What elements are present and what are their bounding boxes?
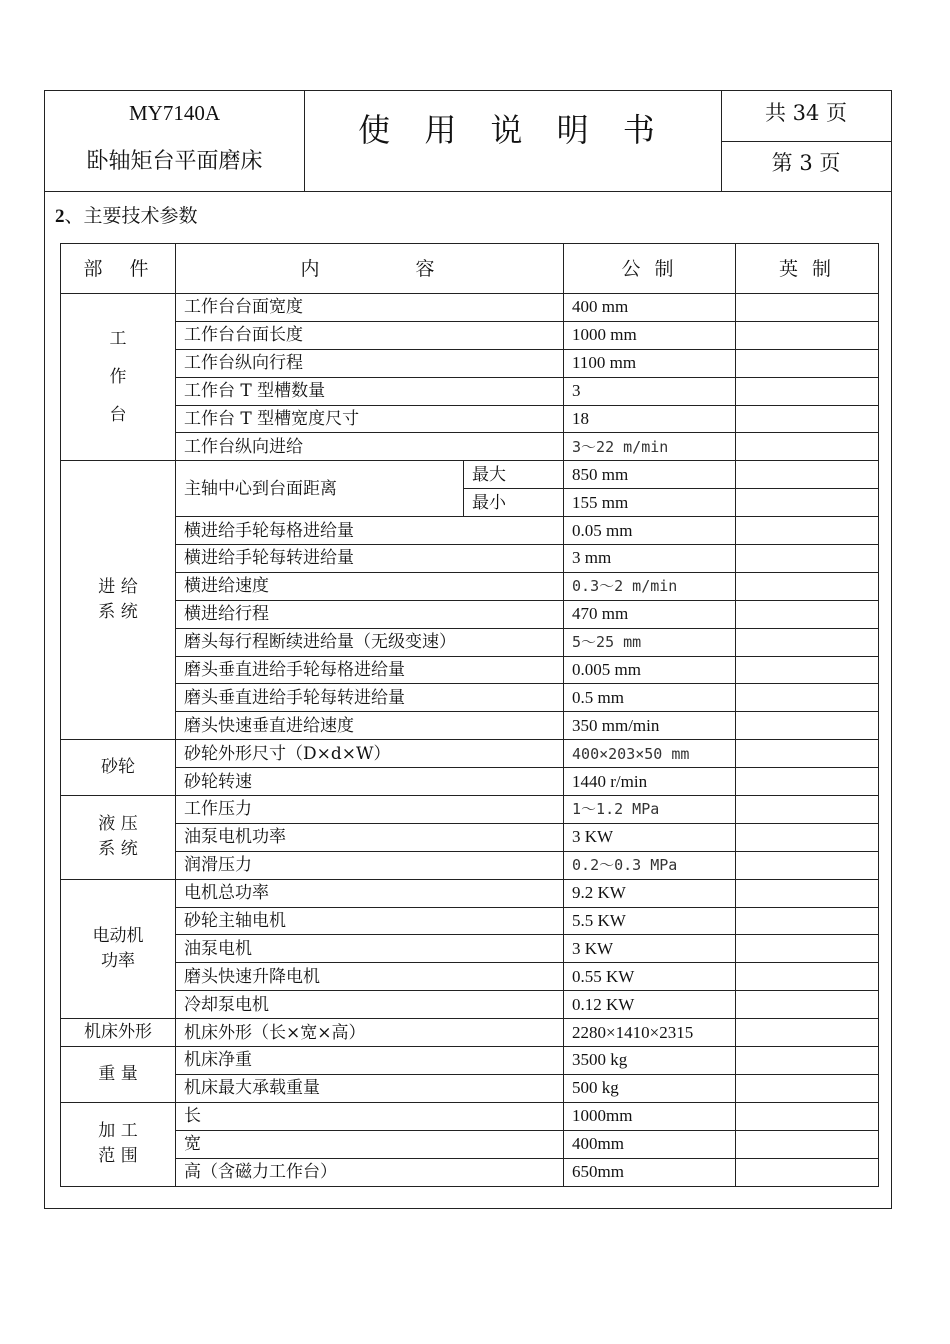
imperial-cell [736, 991, 879, 1019]
metric-value: 1440 r/min [564, 768, 736, 796]
table-row [61, 377, 879, 405]
metric-value: 0.05 mm [564, 517, 736, 545]
content-cell: 主轴中心到台面距离 [176, 461, 464, 517]
sub-label: 最大 [464, 461, 564, 489]
table-row [61, 321, 879, 349]
spec-table [60, 243, 879, 1187]
table-row [61, 600, 879, 628]
table-row [61, 1158, 879, 1186]
content-cell: 宽 [176, 1130, 564, 1158]
content-cell: 工作台 T 型槽宽度尺寸 [176, 405, 564, 433]
metric-value: 1000 mm [564, 321, 736, 349]
content-cell: 工作台台面长度 [176, 321, 564, 349]
model-number: MY7140A [128, 101, 220, 125]
imperial-cell [736, 712, 879, 740]
metric-value: 3 [564, 377, 736, 405]
table-row [61, 879, 879, 907]
header-metric: 公 制 [564, 244, 736, 294]
content-cell: 磨头垂直进给手轮每转进给量 [176, 684, 564, 712]
content-cell: 砂轮主轴电机 [176, 907, 564, 935]
table-row [61, 461, 879, 489]
table-row [61, 628, 879, 656]
table-row [61, 851, 879, 879]
table-row [61, 545, 879, 573]
document-title: 使 用 说 明 书 [358, 111, 667, 149]
content-cell: 横进给手轮每格进给量 [176, 517, 564, 545]
table-row [61, 1047, 879, 1075]
imperial-cell [736, 1130, 879, 1158]
metric-value: 0.005 mm [564, 656, 736, 684]
metric-value: 400×203×50 mm [564, 740, 736, 768]
table-row [61, 1074, 879, 1102]
table-header-row [61, 244, 879, 294]
imperial-cell [736, 489, 879, 517]
total-pages: 共 34 页 [764, 101, 848, 125]
table-row [61, 712, 879, 740]
metric-value: 0.5 mm [564, 684, 736, 712]
metric-value: 850 mm [564, 461, 736, 489]
group-dimension: 机床外形 [61, 1019, 176, 1047]
metric-value: 1～1.2 MPa [564, 796, 736, 824]
imperial-cell [736, 1158, 879, 1186]
sub-label: 最小 [464, 489, 564, 517]
table-row [61, 1102, 879, 1130]
table-row [61, 1130, 879, 1158]
metric-value: 0.55 KW [564, 963, 736, 991]
table-row [61, 433, 879, 461]
table-row [61, 991, 879, 1019]
content-cell: 润滑压力 [176, 851, 564, 879]
table-row [61, 907, 879, 935]
metric-value: 18 [564, 405, 736, 433]
table-row [61, 935, 879, 963]
header-imperial: 英 制 [736, 244, 879, 294]
group-range: 加 工 范 围 [61, 1102, 176, 1186]
imperial-cell [736, 907, 879, 935]
table-row [61, 796, 879, 824]
imperial-cell [736, 294, 879, 322]
group-worktable: 工 作 台 [61, 294, 176, 461]
content-cell: 横进给行程 [176, 600, 564, 628]
table-row [61, 656, 879, 684]
table-row [61, 405, 879, 433]
group-wheel: 砂轮 [61, 740, 176, 796]
metric-value: 500 kg [564, 1074, 736, 1102]
imperial-cell [736, 349, 879, 377]
header-content: 内 容 [176, 244, 564, 294]
imperial-cell [736, 405, 879, 433]
table-row [61, 963, 879, 991]
imperial-cell [736, 823, 879, 851]
imperial-cell [736, 935, 879, 963]
content-cell: 磨头快速升降电机 [176, 963, 564, 991]
content-cell: 机床净重 [176, 1047, 564, 1075]
content-cell: 砂轮外形尺寸（D×d×W） [176, 740, 564, 768]
group-hydraulic: 液 压 系 统 [61, 796, 176, 880]
table-row [61, 768, 879, 796]
imperial-cell [736, 879, 879, 907]
content-cell: 磨头快速垂直进给速度 [176, 712, 564, 740]
metric-value: 155 mm [564, 489, 736, 517]
imperial-cell [736, 768, 879, 796]
metric-value: 5.5 KW [564, 907, 736, 935]
content-cell: 机床最大承载重量 [176, 1074, 564, 1102]
metric-value: 1100 mm [564, 349, 736, 377]
table-row [61, 740, 879, 768]
metric-value: 3～22 m/min [564, 433, 736, 461]
imperial-cell [736, 963, 879, 991]
imperial-cell [736, 1102, 879, 1130]
metric-value: 3500 kg [564, 1047, 736, 1075]
metric-value: 0.2～0.3 MPa [564, 851, 736, 879]
imperial-cell [736, 628, 879, 656]
metric-value: 0.3～2 m/min [564, 572, 736, 600]
content-cell: 横进给速度 [176, 572, 564, 600]
metric-value: 3 KW [564, 823, 736, 851]
content-cell: 工作台纵向进给 [176, 433, 564, 461]
imperial-cell [736, 433, 879, 461]
imperial-cell [736, 656, 879, 684]
table-row [61, 823, 879, 851]
imperial-cell [736, 321, 879, 349]
content-cell: 横进给手轮每转进给量 [176, 545, 564, 573]
metric-value: 3 mm [564, 545, 736, 573]
content-cell: 磨头垂直进给手轮每格进给量 [176, 656, 564, 684]
document-frame [44, 90, 892, 1209]
metric-value: 650mm [564, 1158, 736, 1186]
current-page: 第 3 页 [771, 151, 841, 175]
table-row [61, 1019, 879, 1047]
content-cell: 工作台纵向行程 [176, 349, 564, 377]
metric-value: 1000mm [564, 1102, 736, 1130]
metric-value: 400 mm [564, 294, 736, 322]
imperial-cell [736, 461, 879, 489]
group-weight: 重 量 [61, 1047, 176, 1103]
metric-value: 400mm [564, 1130, 736, 1158]
metric-value: 3 KW [564, 935, 736, 963]
imperial-cell [736, 684, 879, 712]
table-row [61, 517, 879, 545]
group-feed: 进 给 系 统 [61, 461, 176, 740]
machine-name: 卧轴矩台平面磨床 [86, 149, 263, 174]
imperial-cell [736, 572, 879, 600]
content-cell: 长 [176, 1102, 564, 1130]
metric-value: 9.2 KW [564, 879, 736, 907]
table-row [61, 349, 879, 377]
content-cell: 磨头每行程断续进给量（无级变速） [176, 628, 564, 656]
imperial-cell [736, 1047, 879, 1075]
content-cell: 冷却泵电机 [176, 991, 564, 1019]
content-cell: 工作压力 [176, 796, 564, 824]
metric-value: 5～25 mm [564, 628, 736, 656]
content-cell: 油泵电机功率 [176, 823, 564, 851]
imperial-cell [736, 1019, 879, 1047]
table-row [61, 684, 879, 712]
header-part: 部 件 [61, 244, 176, 294]
metric-value: 470 mm [564, 600, 736, 628]
table-row [61, 294, 879, 322]
content-cell: 砂轮转速 [176, 768, 564, 796]
imperial-cell [736, 1074, 879, 1102]
content-cell: 工作台 T 型槽数量 [176, 377, 564, 405]
document-header [45, 91, 891, 192]
metric-value: 0.12 KW [564, 991, 736, 1019]
imperial-cell [736, 740, 879, 768]
imperial-cell [736, 517, 879, 545]
imperial-cell [736, 796, 879, 824]
imperial-cell [736, 851, 879, 879]
table-row [61, 572, 879, 600]
metric-value: 2280×1410×2315 [564, 1019, 736, 1047]
content-cell: 油泵电机 [176, 935, 564, 963]
content-cell: 机床外形（长×宽×高） [176, 1019, 564, 1047]
content-cell: 工作台台面宽度 [176, 294, 564, 322]
imperial-cell [736, 600, 879, 628]
content-cell: 高（含磁力工作台） [176, 1158, 564, 1186]
imperial-cell [736, 545, 879, 573]
imperial-cell [736, 377, 879, 405]
metric-value: 350 mm/min [564, 712, 736, 740]
section-heading: 2、主要技术参数 [55, 205, 198, 227]
content-cell: 电机总功率 [176, 879, 564, 907]
group-motor: 电动机 功率 [61, 879, 176, 1018]
